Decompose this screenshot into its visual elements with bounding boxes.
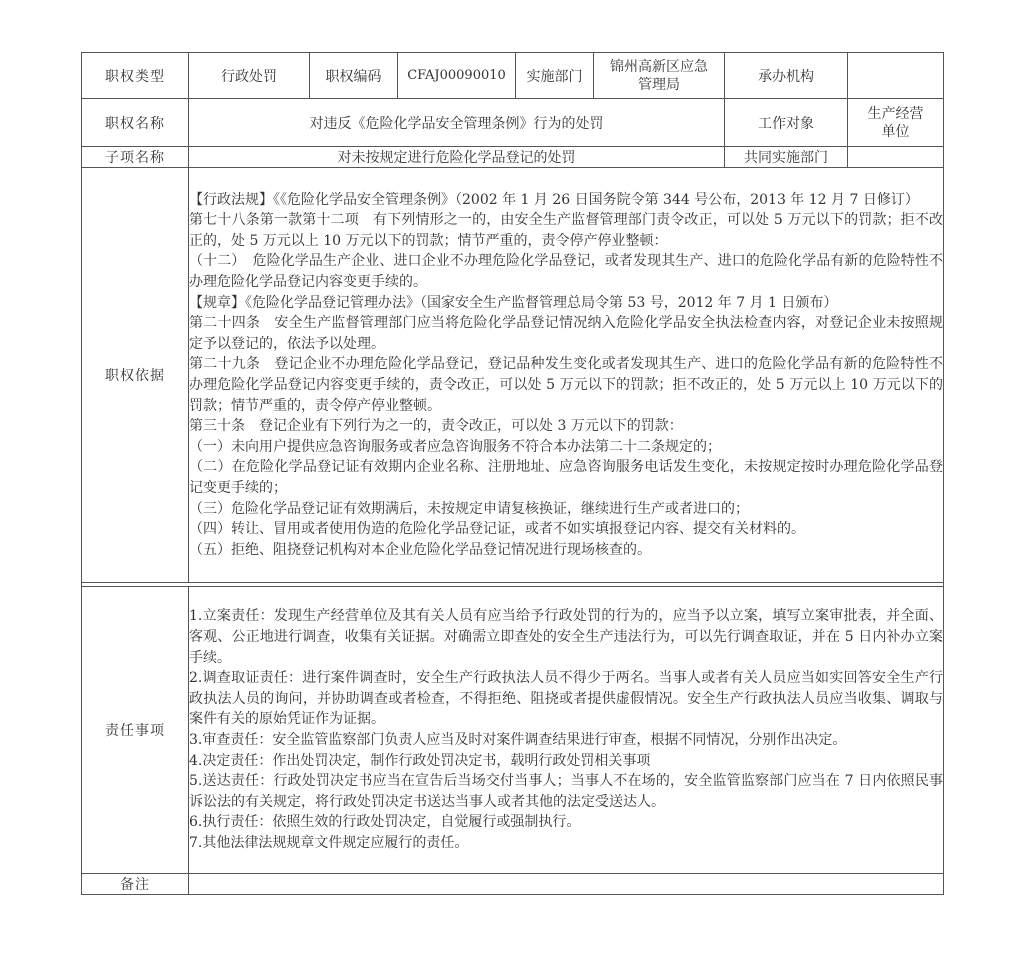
row-type: [82, 53, 944, 99]
label-remark: 备注: [82, 874, 189, 895]
basis-para: 第二十四条 安全生产监督管理部门应当将危险化学品登记情况纳入危险化学品安全执法检查内容，对登记企业未按照规定予以登记的，依法予以处理。: [189, 315, 943, 352]
basis-para: 第二十九条 登记企业不办理危险化学品登记，登记品种发生变化或者发现其生产、进口的危险化学品有新的危险特性不办理危险化学品登记内容变更手续的，责令改正，可以处 5 万元以下的罚款；拒不改正的，处 5 万元以上 10 万元以下的罚款；情节严重的，责令停产停业整顿。: [189, 356, 943, 414]
duty-para: 3.审查责任：安全监管监察部门负责人应当及时对案件调查结果进行审查，根据不同情况，分别作出决定。: [189, 732, 847, 748]
label-handling-org: 承办机构: [725, 53, 848, 99]
value-handling-org: [848, 53, 944, 99]
value-power-type: 行政处罚: [189, 53, 310, 99]
row-basis: [82, 168, 944, 583]
basis-para: （五）拒绝、阻挠登记机构对本企业危险化学品登记情况进行现场核查的。: [189, 541, 651, 558]
row-name: [82, 99, 944, 147]
label-work-object: 工作对象: [725, 99, 848, 147]
basis-para: （一）未向用户提供应急咨询服务或者应急咨询服务不符合本办法第二十二条规定的；: [189, 438, 721, 455]
label-implementing-dept: 实施部门: [516, 53, 594, 99]
value-subitem-name: 对未按规定进行危险化学品登记的处罚: [189, 147, 725, 168]
value-power-code: CFAJ00090010: [398, 53, 516, 99]
row-subitem: [82, 147, 944, 168]
row-remark: [82, 874, 944, 895]
duty-para: 4.决定责任：作出处罚决定，制作行政处罚决定书，载明行政处罚相关事项: [189, 752, 651, 769]
basis-para: （十二） 危险化学品生产企业、进口企业不办理危险化学品登记，或者发现其生产、进口的危险化学品有新的危险特性不办理危险化学品登记内容变更手续的。: [189, 253, 943, 291]
basis-para: 【规章】《危险化学品登记管理办法》（国家安全生产监督管理总局令第 53 号，2012 年 7 月 1 日颁布）: [189, 294, 838, 311]
label-subitem-name: 子项名称: [82, 147, 189, 168]
label-power-type: 职权类型: [82, 53, 189, 99]
label-responsibility: 责任事项: [82, 587, 189, 874]
row-duty: [82, 587, 944, 874]
value-joint-dept: [848, 147, 944, 168]
basis-para: 【行政法规】《《危险化学品安全管理条例》（2002 年 1 月 26 日国务院令第 344 号公布，2013 年 12 月 7 日修订）: [189, 191, 919, 208]
basis-para: （二）在危险化学品登记证有效期内企业名称、注册地址、应急咨询服务电话发生变化，未按规定按时办理危险化学品登记变更手续的；: [189, 459, 943, 496]
legal-basis-text: [189, 168, 944, 583]
value-work-object: 生产经营单位: [848, 99, 944, 147]
duty-para: 6.执行责任：依照生效的行政处罚决定，自觉履行或强制执行。: [189, 814, 581, 831]
basis-para: （四）转让、冒用或者使用伪造的危险化学品登记证，或者不如实填报登记内容、提交有关材料的。: [189, 521, 805, 538]
basis-para: 第三十条 登记企业有下列行为之一的，责令改正，可以处 3 万元以下的罚款：: [189, 418, 683, 435]
duty-para: 2.调查取证责任：进行案件调查时，安全生产行政执法人员不得少于两名。当事人或者有关人员应当如实回答安全生产行政执法人员的询问，并协助调查或者检查，不得拒绝、阻挠或者提供虚假情况。安全生产行政执法人员应当收集、调取与案件有关的原始凭证作为证据。: [189, 670, 943, 728]
power-list-form: [81, 52, 943, 900]
label-joint-dept: 共同实施部门: [725, 147, 848, 168]
duty-para: 5.送达责任：行政处罚决定书应当在宣告后当场交付当事人；当事人不在场的，安全监管监察部门应当在 7 日内依照民事诉讼法的有关规定，将行政处罚决定书送达当事人或者其他的法定受送达人。: [189, 773, 943, 810]
power-table: [81, 52, 944, 895]
value-power-name: 对违反《危险化学品安全管理条例》行为的处罚: [189, 99, 725, 147]
label-power-name: 职权名称: [82, 99, 189, 147]
duty-para: 7.其他法律法规规章文件规定应履行的责任。: [189, 834, 469, 851]
label-power-code: 职权编码: [310, 53, 398, 99]
value-remark: [189, 874, 944, 895]
basis-para: 第七十八条第一款第十二项 有下列情形之一的，由安全生产监督管理部门责令改正，可以处 5 万元以下的罚款；拒不改正的，处 5 万元以上 10 万元以下的罚款；情节严重的，责令停产停业整顿：: [189, 212, 943, 249]
value-implementing-dept: 锦州高新区应急管理局: [594, 53, 725, 99]
responsibility-text: [189, 587, 944, 874]
label-legal-basis: 职权依据: [82, 168, 189, 583]
basis-para: （三）危险化学品登记证有效期满后，未按规定申请复核换证，继续进行生产或者进口的；: [189, 500, 749, 517]
duty-para: 1.立案责任：发现生产经营单位及其有关人员有应当给予行政处罚的行为的，应当予以立案，填写立案审批表，并全面、客观、公正地进行调查，收集有关证据。对确需立即查处的安全生产违法行为，可以先行调查取证，并在 5 日内补办立案手续。: [189, 608, 943, 666]
